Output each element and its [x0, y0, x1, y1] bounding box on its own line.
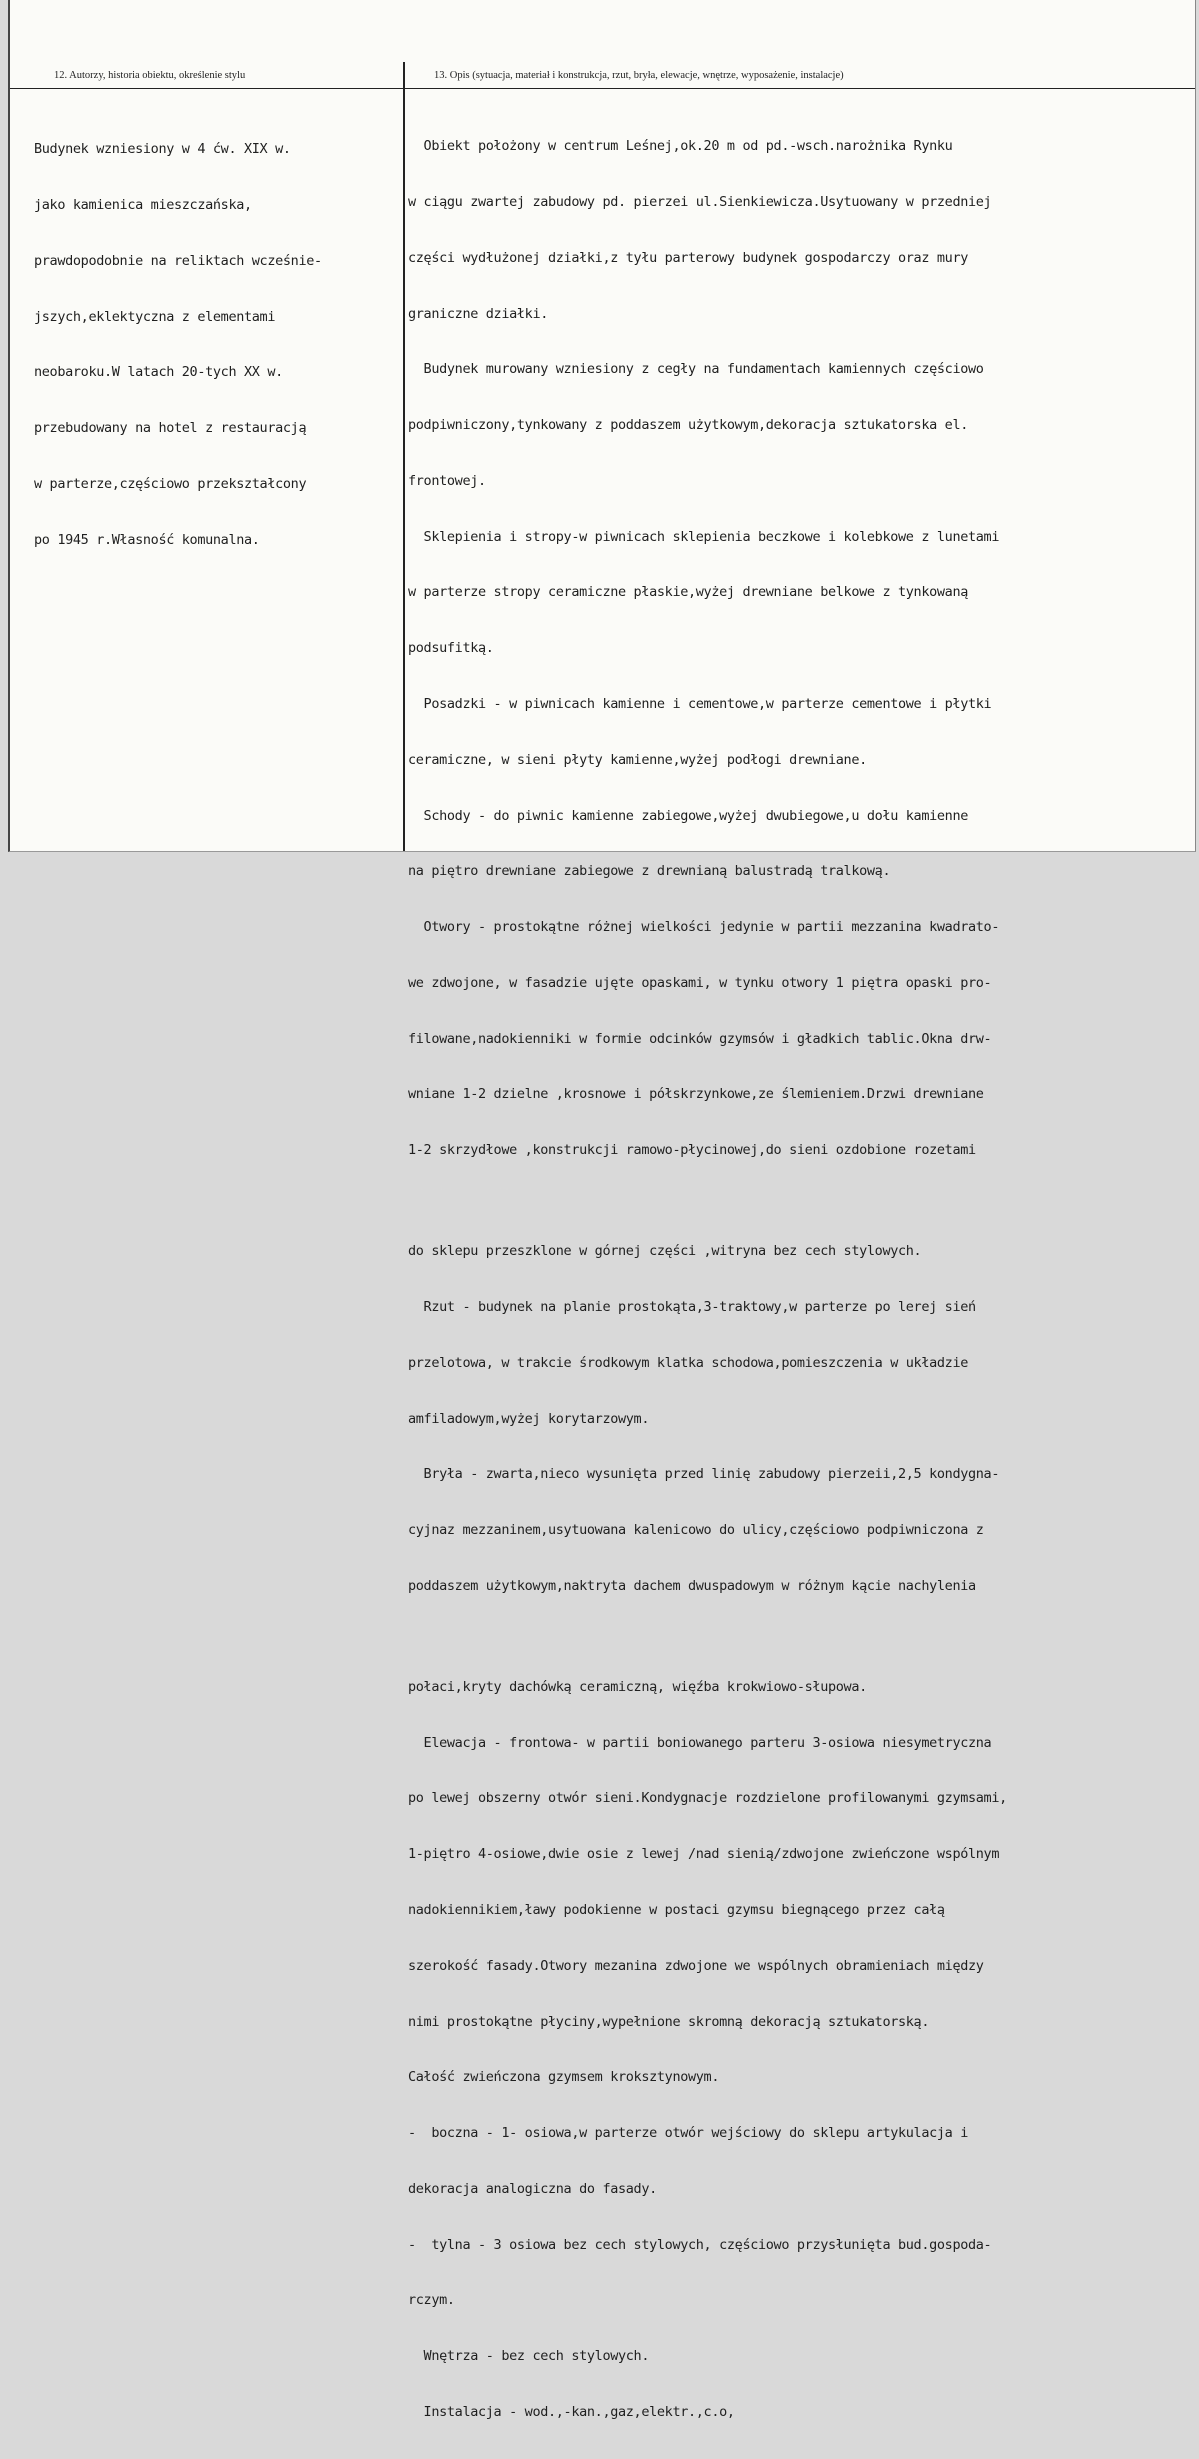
text-line: na piętro drewniane zabiegowe z drewnianą balustradą tralkową.	[408, 863, 891, 880]
text-line: Rzut - budynek na planie prostokąta,3-traktowy,w parterze po lerej sień	[408, 1299, 976, 1315]
text-line: szerokość fasady.Otwory mezanina zdwojone we wspólnych obramieniach między	[408, 1957, 984, 1974]
header-divider	[10, 88, 1195, 89]
text-line: Elewacja - frontowa- w partii boniowanego parteru 3-osiowa niesymetryczna	[408, 1734, 992, 1751]
text-line: Całość zwieńczona gzymsem kroksztynowym.	[408, 2069, 720, 2086]
column-divider	[403, 62, 405, 851]
text-line: w parterze stropy ceramiczne płaskie,wyżej drewniane belkowe z tynkowaną	[408, 584, 968, 601]
text-line: we zdwojone, w fasadzie ujęte opaskami, w tynku otwory 1 piętra opaski pro-	[408, 974, 992, 991]
text-line: Budynek murowany wzniesiony z cegły na fundamentach kamiennych częściowo	[408, 361, 984, 378]
text-line: połaci,kryty dachówką ceramiczną, więźba krokwiowo-słupowa.	[408, 1678, 867, 1695]
text-line: podpiwniczony,tynkowany z poddaszem użytkowym,dekoracja sztukatorska el.	[408, 417, 968, 434]
text-line: Bryła - zwarta,nieco wysunięta przed linię zabudowy pierzeii,2,5 kondygna-	[408, 1466, 1000, 1483]
text-line: przelotowa, w trakcie środkowym klatka schodowa,pomieszczenia w układzie	[408, 1354, 968, 1371]
text-line: w ciągu zwartej zabudowy pd. pierzei ul.Sienkiewicza.Usytuowany w przedniej	[408, 193, 992, 210]
text-line: Instalacja - wod.,-kan.,gaz,elektr.,c.o,	[408, 2404, 735, 2421]
text-line: graniczne działki.	[408, 305, 548, 322]
text-line: filowane,nadokienniki w formie odcinków gzymsów i gładkich tablic.Okna drw-	[408, 1030, 992, 1047]
text-line: nadokiennikiem,ławy podokienne w postaci gzymsu biegnącego przez całą	[408, 1902, 945, 1918]
text-line: prawdopodobnie na reliktach wcześnie-	[34, 252, 322, 269]
text-line: amfiladowym,wyżej korytarzowym.	[408, 1410, 650, 1427]
text-line: Obiekt położony w centrum Leśnej,ok.20 m od pd.-wsch.narożnika Rynku	[408, 138, 953, 155]
text-line: Otwory - prostokątne różnej wielkości jedynie w partii mezzanina kwadrato-	[408, 919, 1000, 936]
line-gap	[408, 1197, 1007, 1205]
text-line: - tylna - 3 osiowa bez cech stylowych, częściowo przysłunięta bud.gospoda-	[408, 2236, 992, 2253]
text-line: do sklepu przeszklone w górnej części ,witryna bez cech stylowych.	[408, 1243, 922, 1260]
text-line: frontowej.	[408, 472, 486, 489]
text-line: nimi prostokątne płyciny,wypełnione skromną dekoracją sztukatorską.	[408, 2013, 930, 2030]
section-13-header: 13. Opis (sytuacja, materiał i konstrukcja, rzut, bryła, elewacje, wnętrze, wyposażenie, instalacje)	[434, 70, 844, 81]
text-line: po 1945 r.Własność komunalna.	[34, 531, 260, 548]
text-line: części wydłużonej działki,z tyłu parterowy budynek gospodarczy oraz mury	[408, 249, 968, 266]
section-12-header: 12. Autorzy, historia obiektu, określenie stylu	[54, 70, 246, 81]
text-line: Wnętrza - bez cech stylowych.	[408, 2348, 650, 2365]
text-line: Budynek wzniesiony w 4 ćw. XIX w.	[34, 141, 291, 158]
line-gap	[408, 1633, 1007, 1641]
text-line: - boczna - 1- osiowa,w parterze otwór wejściowy do sklepu artykulacja i	[408, 2125, 968, 2142]
text-line: dekoracja analogiczna do fasady.	[408, 2180, 657, 2197]
text-line: przebudowany na hotel z restauracją	[34, 420, 307, 437]
text-line: 1-2 skrzydłowe ,konstrukcji ramowo-płycinowej,do sieni ozdobione rozetami	[408, 1142, 976, 1159]
section-12-text	[34, 103, 322, 586]
text-line: neobaroku.W latach 20-tych XX w.	[34, 364, 283, 381]
text-line: wniane 1-2 dzielne ,krosnowe i półskrzynkowe,ze ślemieniem.Drzwi drewniane	[408, 1086, 984, 1103]
text-line: Sklepienia i stropy-w piwnicach sklepienia beczkowe i kolebkowe z lunetami	[408, 528, 1000, 545]
text-line: ceramiczne, w sieni płyty kamienne,wyżej podłogi drewniane.	[408, 751, 867, 768]
text-line: poddaszem użytkowym,naktryta dachem dwuspadowym w różnym kącie nachylenia	[408, 1577, 976, 1594]
text-line: Schody - do piwnic kamienne zabiegowe,wyżej dwubiegowe,u dołu kamienne	[408, 807, 968, 824]
text-line: jszych,eklektyczna z elementami	[34, 308, 276, 325]
text-line: 1-piętro 4-osiowe,dwie osie z lewej /nad sienią/zdwojone zwieńczone wspólnym	[408, 1846, 1000, 1863]
inventory-card-sheet	[8, 0, 1196, 2421]
text-line: podsufitką.	[408, 640, 494, 657]
text-line: cyjnaz mezzaninem,usytuowana kalenicowo do ulicy,częściowo podpiwniczona z	[408, 1522, 984, 1539]
text-line: rczym.	[408, 2292, 455, 2309]
text-line: po lewej obszerny otwór sieni.Kondygnacje rozdzielone profilowanymi gzymsami,	[408, 1790, 1007, 1807]
section-13-text	[408, 100, 1007, 2459]
text-line: jako kamienica mieszczańska,	[34, 196, 252, 213]
text-line: w parterze,częściowo przekształcony	[34, 475, 307, 492]
text-line: Posadzki - w piwnicach kamienne i cementowe,w parterze cementowe i płytki	[408, 696, 992, 712]
